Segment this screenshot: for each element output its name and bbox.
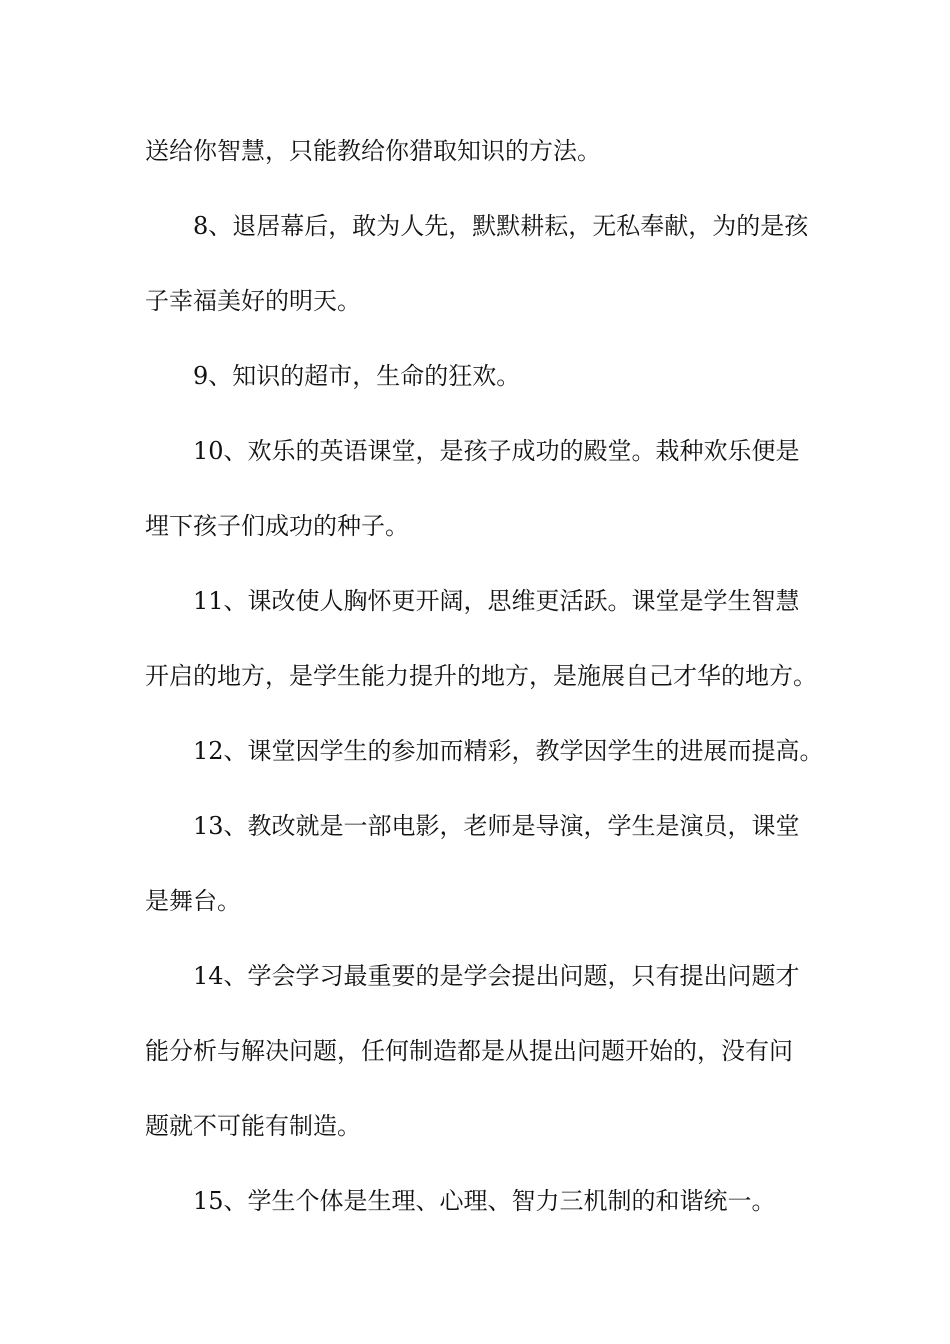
text-line: 14、学会学习最重要的是学会提出问题，只有提出问题才 — [193, 962, 800, 990]
text-line: 开启的地方，是学生能力提升的地方，是施展自己才华的地方。 — [145, 662, 817, 690]
text-line: 子幸福美好的明天。 — [145, 287, 361, 315]
text-line: 11、课改使人胸怀更开阔，思维更活跃。课堂是学生智慧 — [193, 587, 800, 615]
text-line: 9、知识的超市，生命的狂欢。 — [193, 362, 521, 390]
text-line: 8、退居幕后，敢为人先，默默耕耘，无私奉献，为的是孩 — [193, 212, 809, 240]
text-line: 15、学生个体是生理、心理、智力三机制的和谐统一。 — [193, 1187, 776, 1215]
text-line: 题就不可能有制造。 — [145, 1112, 361, 1140]
text-line: 13、教改就是一部电影，老师是导演，学生是演员，课堂 — [193, 812, 800, 840]
text-line: 能分析与解决问题，任何制造都是从提出问题开始的，没有问 — [145, 1037, 793, 1065]
text-line: 是舞台。 — [145, 887, 241, 915]
text-line: 10、欢乐的英语课堂，是孩子成功的殿堂。栽种欢乐便是 — [193, 437, 800, 465]
text-line: 12、课堂因学生的参加而精彩，教学因学生的进展而提高。 — [193, 737, 824, 765]
text-line: 送给你智慧，只能教给你猎取知识的方法。 — [145, 137, 601, 165]
text-line: 埋下孩子们成功的种子。 — [145, 512, 409, 540]
